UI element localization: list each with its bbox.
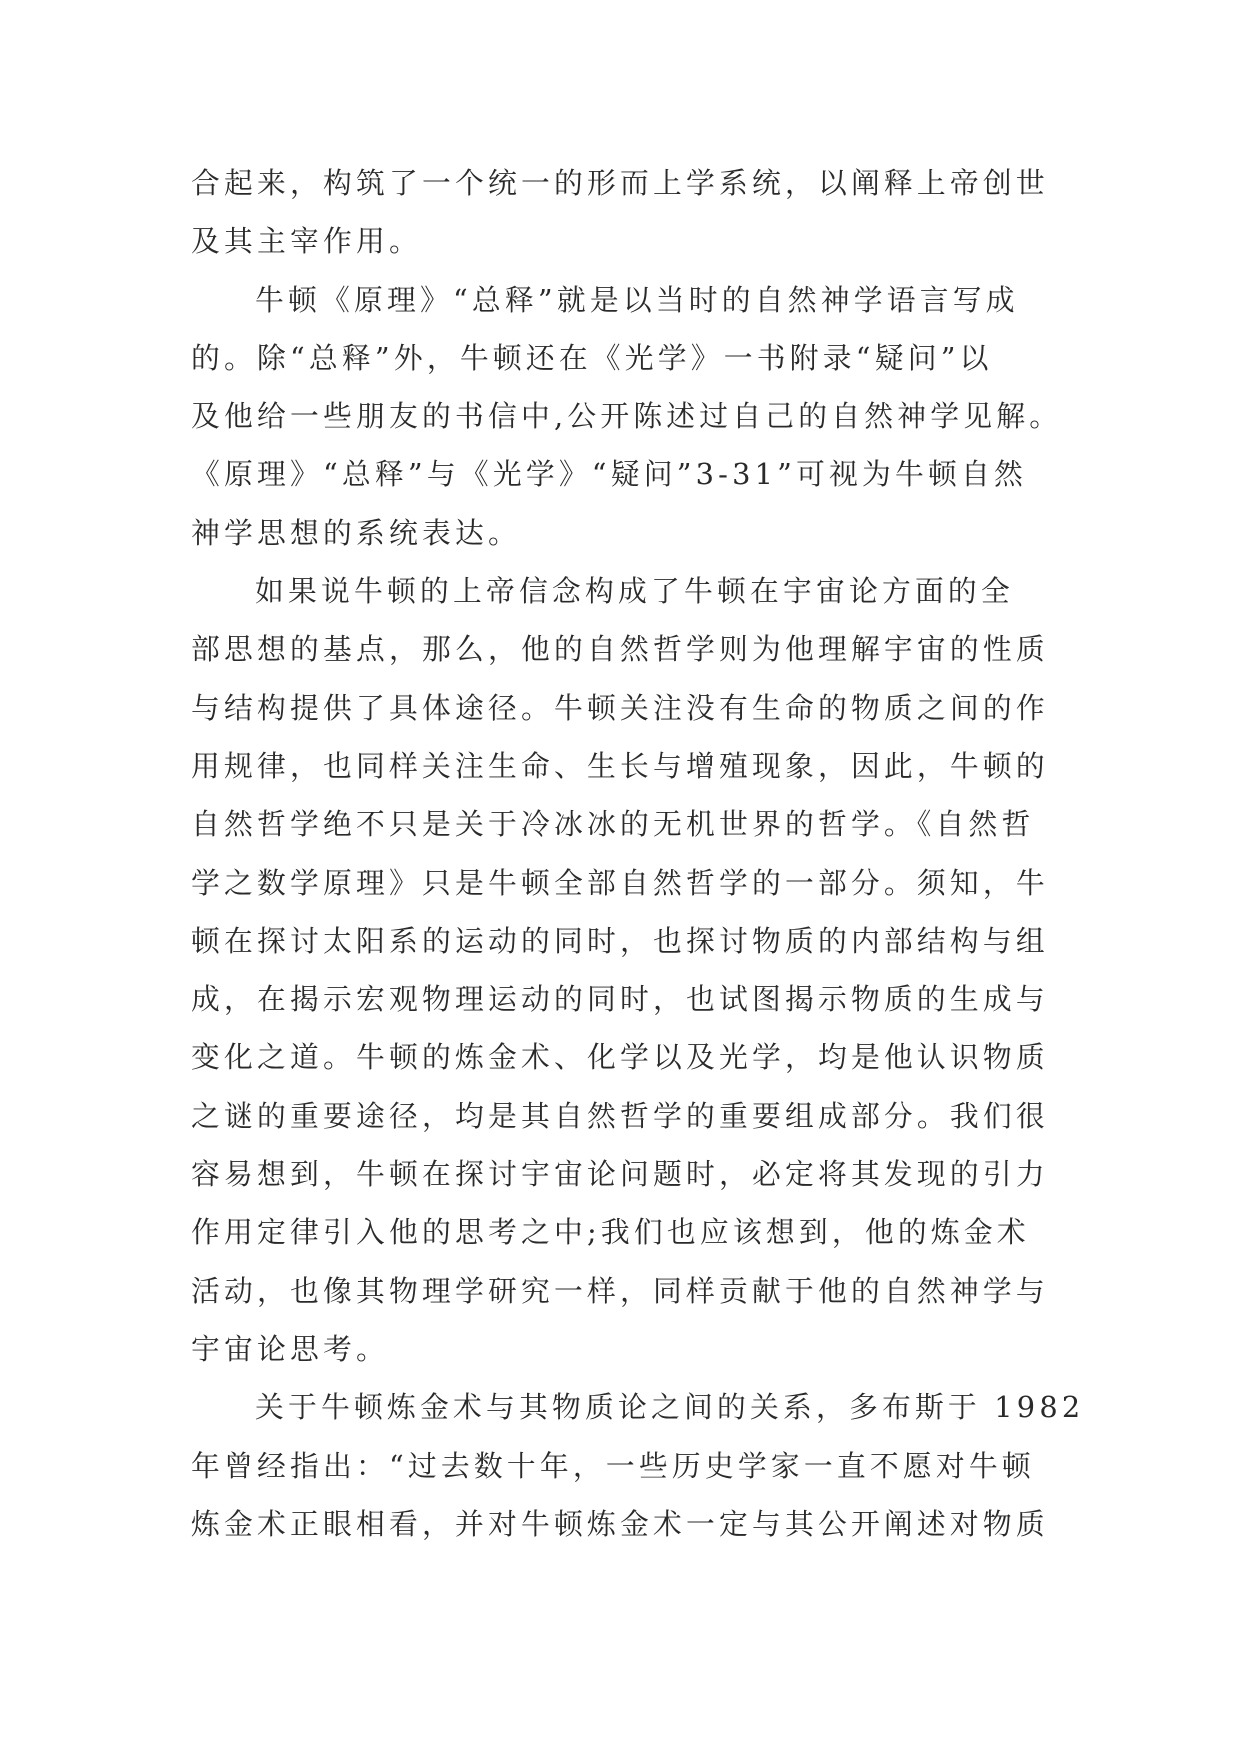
text-line: 顿在探讨太阳系的运动的同时，也探讨物质的内部结构与组: [191, 923, 1049, 958]
text-line: 作用定律引入他的思考之中;我们也应该想到，他的炼金术: [191, 1215, 1030, 1250]
body-text: [191, 154, 1085, 1553]
text-line: 及其主宰作用。: [191, 224, 422, 259]
text-line: 容易想到，牛顿在探讨宇宙论问题时，必定将其发现的引力: [191, 1157, 1049, 1192]
text-line: 神学思想的系统表达。: [191, 515, 521, 550]
text-line: 合起来，构筑了一个统一的形而上学系统，以阐释上帝创世: [191, 166, 1049, 200]
paragraph-start-line: 牛顿《原理》“总释”就是以当时的自然神学语言写成: [255, 282, 1019, 317]
text-line: 部思想的基点，那么，他的自然哲学则为他理解宇宙的性质: [191, 632, 1049, 667]
text-line: 自然哲学绝不只是关于冷冰冰的无机世界的哲学。《自然哲: [191, 807, 1035, 842]
paragraph-start-line: 关于牛顿炼金术与其物质论之间的关系，多布斯于 1982: [255, 1390, 1085, 1425]
text-line: 变化之道。牛顿的炼金术、化学以及光学，均是他认识物质: [191, 1040, 1049, 1075]
text-line: 与结构提供了具体途径。牛顿关注没有生命的物质之间的作: [191, 690, 1049, 725]
text-line: 年曾经指出：“过去数十年，一些历史学家一直不愿对牛顿: [191, 1448, 1035, 1483]
text-line: 用规律，也同样关注生命、生长与增殖现象，因此，牛顿的: [191, 748, 1049, 783]
text-line: 《原理》“总释”与《光学》“疑问”3-31”可视为牛顿自然: [191, 457, 1028, 492]
text-line: 之谜的重要途径，均是其自然哲学的重要组成部分。我们很: [191, 1098, 1049, 1133]
paragraph-start-line: 如果说牛顿的上帝信念构成了牛顿在宇宙论方面的全: [255, 574, 1014, 609]
text-line: 宇宙论思考。: [191, 1331, 389, 1366]
text-line: 学之数学原理》只是牛顿全部自然哲学的一部分。须知，牛: [191, 865, 1049, 900]
text-line: 炼金术正眼相看，并对牛顿炼金术一定与其公开阐述对物质: [191, 1506, 1049, 1541]
text-line: 的。除“总释”外，牛顿还在《光学》一书附录“疑问”以: [191, 340, 993, 375]
text-line: 成，在揭示宏观物理运动的同时，也试图揭示物质的生成与: [191, 982, 1049, 1017]
text-line: 活动，也像其物理学研究一样，同样贡献于他的自然神学与: [191, 1273, 1049, 1308]
text-line: 及他给一些朋友的书信中,公开陈述过自己的自然神学见解。: [191, 399, 1063, 434]
